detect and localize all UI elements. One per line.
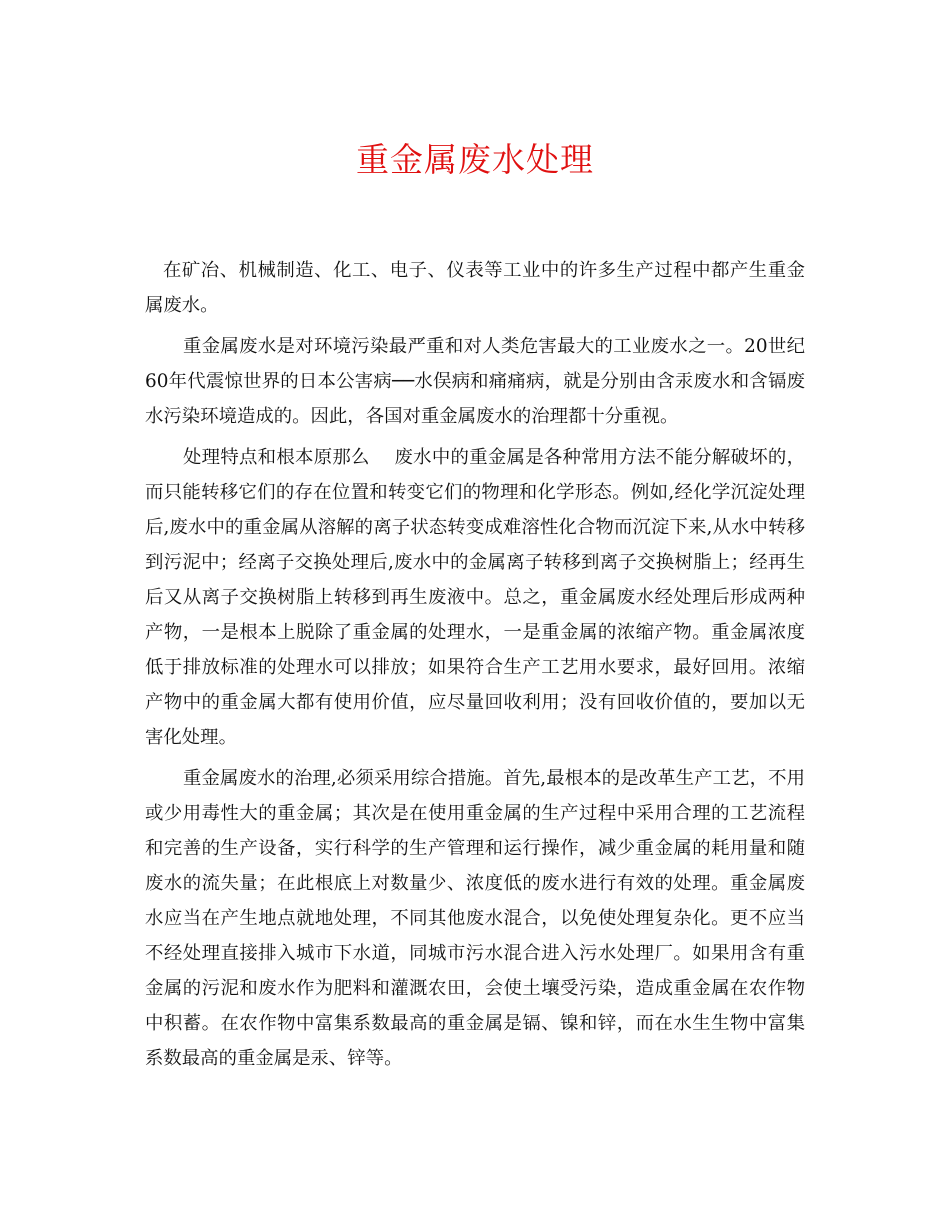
paragraph-intro: 在矿冶、机械制造、化工、电子、仪表等工业中的许多生产过程中都产生重金属废水。 (145, 260, 805, 316)
page-title: 重金属废水处理 (356, 140, 594, 179)
document-body (145, 253, 805, 1082)
paragraph-comprehensive-measures: 重金属废水的治理,必须采用综合措施。首先,最根本的是改革生产工艺，不用或少用毒性大的重金属；其次是在使用重金属的生产过程中采用合理的工艺流程和完善的生产设备，实行科学的生产管理和运行操作，减少重金属的耗用量和随废水的流失量；在此根底上对数量少、浓度低的废水进行有效的处理。重金属废水应当在产生地点就地处理，不同其他废水混合，以免使处理复杂化。更不应当不经处理直接排入城市下水道，同城市污水混合进入污水处理厂。如果用含有重金属的污泥和废水作为肥料和灌溉农田，会使土壤受污染，造成重金属在农作物中积蓄。在农作物中富集系数最高的重金属是镉、镍和锌，而在水生生物中富集系数最高的重金属是汞、锌等。 (145, 768, 805, 1069)
paragraph-treatment-principles: 处理特点和根本原那么 废水中的重金属是各种常用方法不能分解破坏的，而只能转移它们的存在位置和转变它们的物理和化学形态。例如,经化学沉淀处理后,废水中的重金属从溶解的离子状态转变成难溶性化合物而沉淀下来,从水中转移到污泥中；经离子交换处理后,废水中的金属离子转移到离子交换树脂上；经再生后又从离子交换树脂上转移到再生废液中。总之，重金属废水经处理后形成两种产物，一是根本上脱除了重金属的处理水，一是重金属的浓缩产物。重金属浓度低于排放标准的处理水可以排放；如果符合生产工艺用水要求，最好回用。浓缩产物中的重金属大都有使用价值，应尽量回收利用；没有回收价值的，要加以无害化处理。 (145, 447, 805, 748)
paragraph-hazard: 重金属废水是对环境污染最严重和对人类危害最大的工业废水之一。20世纪60年代震惊世界的日本公害病──水俣病和痛痛病，就是分别由含汞废水和含镉废水污染环境造成的。因此，各国对重金属废水的治理都十分重视。 (145, 336, 805, 427)
